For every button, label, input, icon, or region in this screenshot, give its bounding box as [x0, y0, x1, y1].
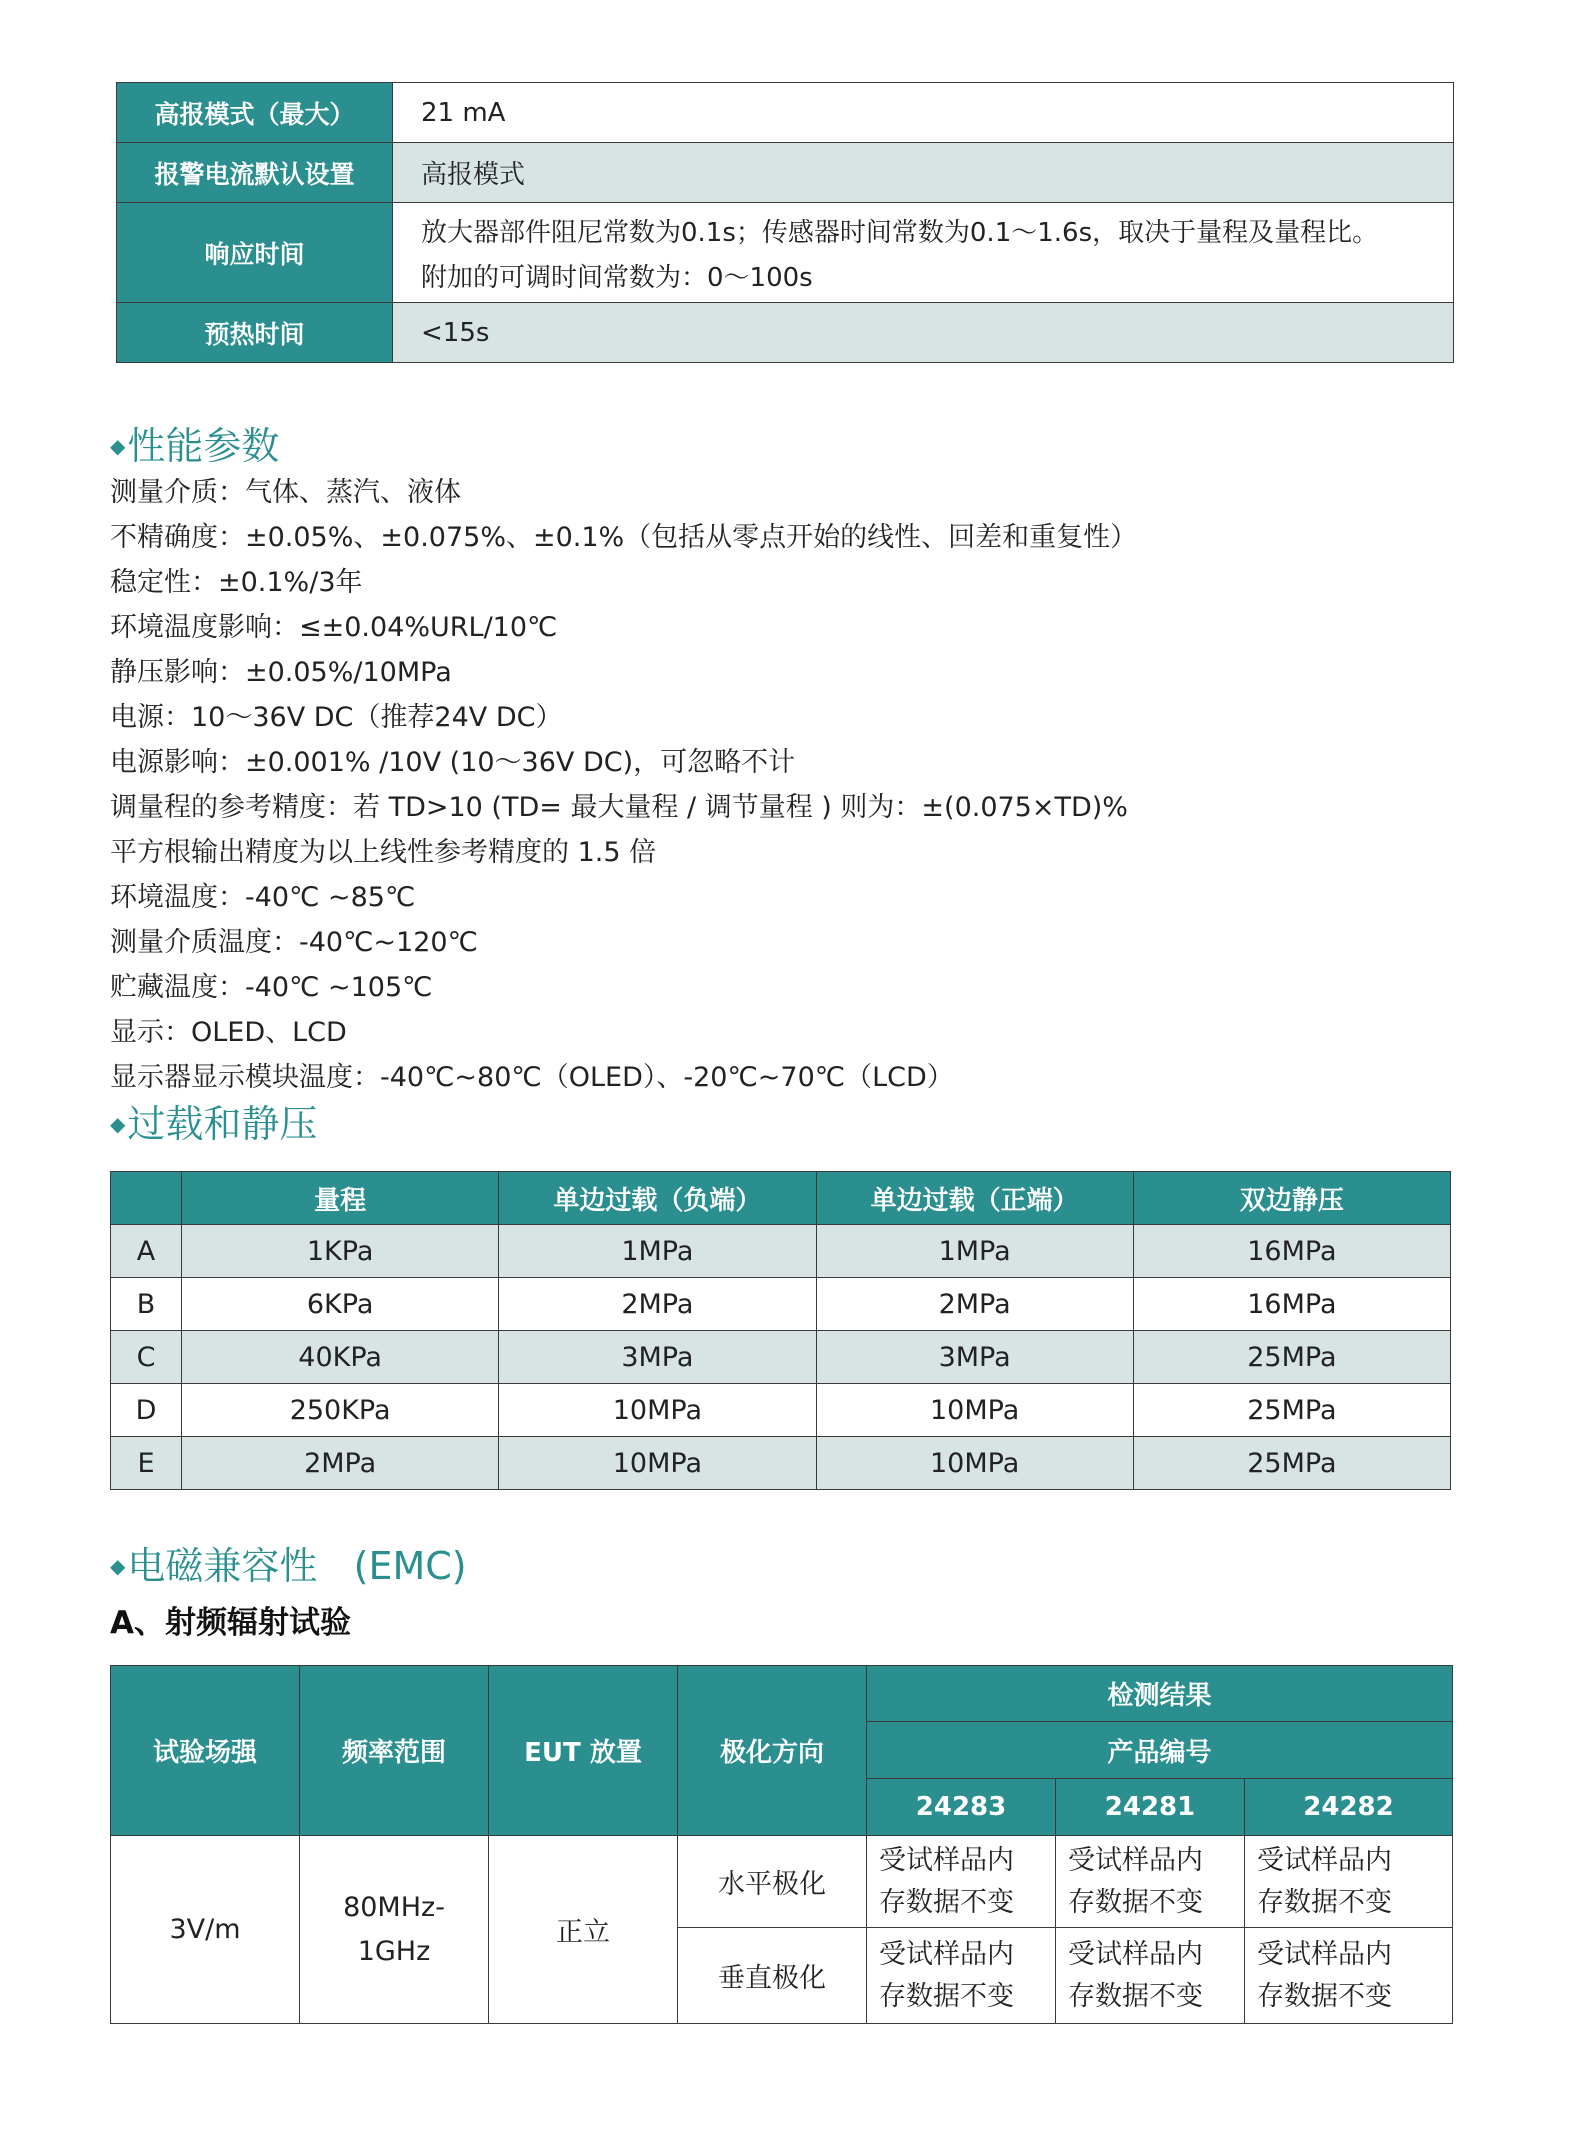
cell-line: 存数据不变 — [1068, 1980, 1203, 2012]
table-cell: 10MPa — [499, 1384, 816, 1437]
column-header: 产品编号 — [867, 1722, 1453, 1779]
table-cell: B — [111, 1278, 182, 1331]
list-item: 显示器显示模块温度：-40℃~80℃（OLED）、-20℃~70℃（LCD） — [110, 1062, 954, 1093]
cell-line: 存数据不变 — [1068, 1886, 1203, 1918]
spec-row — [117, 143, 1454, 203]
section-heading-emc — [110, 1543, 467, 1589]
column-header: 24283 — [867, 1779, 1056, 1836]
spec-table — [116, 82, 1454, 363]
table-cell: 2MPa — [499, 1278, 816, 1331]
section-title: 过载和静压 — [127, 1102, 318, 1146]
list-item: 稳定性：±0.1%/3年 — [110, 567, 363, 598]
column-header: 检测结果 — [867, 1666, 1453, 1722]
list-item: 环境温度影响：≤±0.04%URL/10℃ — [110, 612, 558, 643]
list-item: 静压影响：±0.05%/10MPa — [110, 657, 452, 688]
section-title: 电磁兼容性 (EMC) — [127, 1544, 467, 1588]
subsection-title: A、射频辐射试验 — [110, 1605, 351, 1641]
table-header-row — [111, 1172, 1451, 1225]
cell-line: 存数据不变 — [1257, 1886, 1392, 1918]
table-row — [111, 1331, 1451, 1384]
spec-row — [117, 203, 1454, 303]
perf-list — [110, 470, 1137, 1100]
list-item: 贮藏温度：-40℃ ~105℃ — [110, 972, 433, 1003]
table-cell — [867, 1928, 1056, 2024]
section-title: 性能参数 — [127, 424, 280, 468]
column-header: 极化方向 — [678, 1666, 867, 1836]
table-row — [111, 1836, 1453, 1928]
spec-header: 高报模式（最大） — [117, 83, 393, 143]
cell-line: 受试样品内 — [1257, 1938, 1392, 1970]
table-row — [111, 1384, 1451, 1437]
cell-line: 存数据不变 — [1257, 1980, 1392, 2012]
table-cell: 垂直极化 — [678, 1928, 867, 2024]
column-header: 双边静压 — [1133, 1172, 1450, 1225]
table-cell — [1056, 1928, 1245, 2024]
column-header: 试验场强 — [111, 1666, 300, 1836]
column-header: EUT 放置 — [489, 1666, 678, 1836]
table-cell: 10MPa — [816, 1384, 1133, 1437]
table-cell: C — [111, 1331, 182, 1384]
section-heading-overload — [110, 1101, 317, 1147]
table-cell: 2MPa — [182, 1437, 499, 1490]
list-item: 电源：10～36V DC（推荐24V DC） — [110, 702, 563, 733]
table-cell: 3MPa — [499, 1331, 816, 1384]
diamond-bullet-icon: ◆ — [110, 434, 126, 458]
spec-value-line: 附加的可调时间常数为：0～100s — [421, 262, 813, 293]
diamond-bullet-icon: ◆ — [110, 1554, 126, 1578]
table-cell: 16MPa — [1133, 1225, 1450, 1278]
table-cell — [867, 1836, 1056, 1928]
table-cell: 正立 — [489, 1836, 678, 2024]
cell-line: 1GHz — [357, 1935, 431, 1967]
column-header: 24282 — [1245, 1779, 1453, 1836]
column-header: 频率范围 — [300, 1666, 489, 1836]
overload-table — [110, 1171, 1451, 1490]
cell-line: 受试样品内 — [1257, 1844, 1392, 1876]
spec-value: 高报模式 — [393, 143, 1454, 203]
table-cell: 10MPa — [816, 1437, 1133, 1490]
table-cell: 1MPa — [499, 1225, 816, 1278]
cell-line: 受试样品内 — [1068, 1844, 1203, 1876]
list-item: 电源影响：±0.001% /10V (10～36V DC)，可忽略不计 — [110, 747, 796, 778]
diamond-bullet-icon: ◆ — [110, 1112, 126, 1136]
column-header: 单边过载（正端） — [816, 1172, 1133, 1225]
table-cell: D — [111, 1384, 182, 1437]
spec-header: 预热时间 — [117, 303, 393, 363]
cell-line: 受试样品内 — [879, 1938, 1014, 1970]
table-cell: 250KPa — [182, 1384, 499, 1437]
table-cell: 1MPa — [816, 1225, 1133, 1278]
spec-value: 21 mA — [393, 83, 1454, 143]
spec-header: 报警电流默认设置 — [117, 143, 393, 203]
table-cell: 水平极化 — [678, 1836, 867, 1928]
table-cell — [1056, 1836, 1245, 1928]
table-header-row — [111, 1666, 1453, 1722]
spec-value — [393, 203, 1454, 303]
table-cell: 25MPa — [1133, 1437, 1450, 1490]
table-cell — [1245, 1928, 1453, 2024]
table-cell: 25MPa — [1133, 1384, 1450, 1437]
column-header: 量程 — [182, 1172, 499, 1225]
cell-line: 受试样品内 — [879, 1844, 1014, 1876]
table-cell — [1245, 1836, 1453, 1928]
table-cell: 10MPa — [499, 1437, 816, 1490]
table-cell: 1KPa — [182, 1225, 499, 1278]
column-header — [111, 1172, 182, 1225]
list-item: 调量程的参考精度：若 TD>10 (TD= 最大量程 / 调节量程 ) 则为：±(0.075×TD)% — [110, 792, 1128, 823]
spec-row — [117, 83, 1454, 143]
cell-line: 受试样品内 — [1068, 1938, 1203, 1970]
table-row — [111, 1278, 1451, 1331]
cell-line: 80MHz- — [343, 1891, 445, 1923]
list-item: 环境温度：-40℃ ~85℃ — [110, 882, 416, 913]
list-item: 测量介质温度：-40℃~120℃ — [110, 927, 478, 958]
table-cell: 16MPa — [1133, 1278, 1450, 1331]
column-header: 单边过载（负端） — [499, 1172, 816, 1225]
spec-value-line: 放大器部件阻尼常数为0.1s；传感器时间常数为0.1～1.6s，取决于量程及量程比。 — [421, 217, 1379, 248]
cell-line: 存数据不变 — [879, 1886, 1014, 1918]
table-cell: 3V/m — [111, 1836, 300, 2024]
emc-table — [110, 1665, 1453, 2024]
spec-value: <15s — [393, 303, 1454, 363]
list-item: 测量介质：气体、蒸汽、液体 — [110, 477, 461, 508]
list-item: 显示：OLED、LCD — [110, 1017, 347, 1048]
table-cell: A — [111, 1225, 182, 1278]
spec-row — [117, 303, 1454, 363]
table-cell: 25MPa — [1133, 1331, 1450, 1384]
table-cell — [300, 1836, 489, 2024]
cell-line: 存数据不变 — [879, 1980, 1014, 2012]
table-cell: E — [111, 1437, 182, 1490]
list-item: 平方根输出精度为以上线性参考精度的 1.5 倍 — [110, 837, 657, 868]
spec-header: 响应时间 — [117, 203, 393, 303]
section-heading-perf — [110, 423, 279, 469]
list-item: 不精确度：±0.05%、±0.075%、±0.1%（包括从零点开始的线性、回差和重复性） — [110, 522, 1138, 553]
table-cell: 40KPa — [182, 1331, 499, 1384]
table-cell: 3MPa — [816, 1331, 1133, 1384]
table-row — [111, 1225, 1451, 1278]
table-row — [111, 1437, 1451, 1490]
column-header: 24281 — [1056, 1779, 1245, 1836]
table-cell: 2MPa — [816, 1278, 1133, 1331]
table-cell: 6KPa — [182, 1278, 499, 1331]
